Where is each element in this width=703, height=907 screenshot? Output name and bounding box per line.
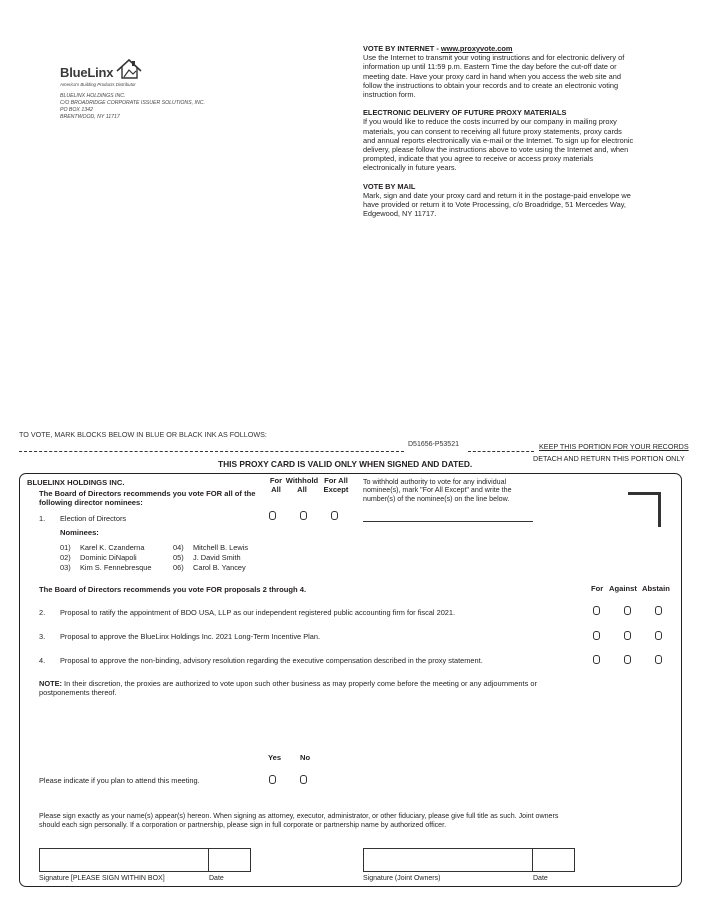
proxyvote-link[interactable]: www.proxyvote.com bbox=[440, 44, 513, 53]
nominee-row bbox=[173, 543, 248, 553]
nominee-num: 03) bbox=[60, 563, 71, 572]
col-for-all-except-header bbox=[320, 477, 352, 494]
date-box-1[interactable] bbox=[208, 848, 251, 872]
col-for-all-l2: All bbox=[271, 484, 281, 494]
corner-mark-vertical bbox=[658, 492, 661, 527]
address-line-1: BLUELINX HOLDINGS INC. bbox=[60, 93, 126, 99]
board-recommendation-2: The Board of Directors recommends you vote FOR proposals 2 through 4. bbox=[39, 585, 307, 594]
oval-p3-for[interactable] bbox=[593, 631, 600, 640]
mark-instruction: TO VOTE, MARK BLOCKS BELOW IN BLUE OR BLACK INK AS FOLLOWS: bbox=[19, 430, 267, 439]
nominee-row bbox=[173, 553, 248, 563]
oval-p2-against[interactable] bbox=[624, 606, 631, 615]
nominee-num: 05) bbox=[173, 553, 184, 562]
col-for-header: For bbox=[591, 584, 604, 593]
note-label: NOTE: bbox=[39, 679, 62, 688]
logo-tagline: America's Building Products Distributor bbox=[60, 82, 136, 87]
discretion-note bbox=[39, 680, 584, 697]
nominee-list-col-2 bbox=[173, 543, 248, 573]
logo-brand-text: BlueLinx bbox=[60, 65, 114, 80]
signature-box-1[interactable] bbox=[39, 848, 209, 872]
nominee-list-col-1 bbox=[60, 543, 151, 573]
bluelinx-logo bbox=[60, 58, 150, 88]
detach-line-left bbox=[19, 451, 404, 452]
mail-body: Mark, sign and date your proxy card and return it in the postage-paid envelope we have provided or return it to Vote Processing, c/o Broadridge, 51 Mercedes Way, Edgewood, NY 11717. bbox=[363, 190, 631, 219]
electronic-title: ELECTRONIC DELIVERY OF FUTURE PROXY MATERIALS bbox=[363, 108, 567, 118]
col-for-all-l1: For bbox=[269, 476, 283, 485]
signature-label-2: Signature (Joint Owners) bbox=[363, 875, 441, 882]
address-line-4: BRENTWOOD, NY 11717 bbox=[60, 114, 120, 120]
proposal-2-text: Proposal to ratify the appointment of BDO USA, LLP as our independent registered public accounting firm for fiscal 2021. bbox=[60, 608, 456, 617]
address-line-3: PO BOX 1342 bbox=[60, 107, 93, 113]
nominee-name: Kim S. Fennebresque bbox=[80, 563, 152, 572]
voting-instructions bbox=[363, 44, 635, 218]
nominees-label: Nominees: bbox=[60, 528, 99, 537]
nominee-name: Mitchell B. Lewis bbox=[193, 543, 249, 552]
internet-heading bbox=[363, 44, 635, 53]
oval-p2-for[interactable] bbox=[593, 606, 600, 615]
col-against-header: Against bbox=[609, 584, 637, 593]
oval-p3-against[interactable] bbox=[624, 631, 631, 640]
nominee-num: 06) bbox=[173, 563, 184, 572]
nominee-name: Karel K. Czanderna bbox=[80, 543, 145, 552]
signature-label-1: Signature [PLEASE SIGN WITHIN BOX] bbox=[39, 875, 165, 882]
oval-p3-abstain[interactable] bbox=[655, 631, 662, 640]
oval-withhold-all[interactable] bbox=[300, 511, 307, 520]
col-withhold-all-header bbox=[283, 477, 321, 494]
oval-for-all[interactable] bbox=[269, 511, 276, 520]
nominee-row bbox=[60, 553, 151, 563]
item-1-label: Election of Directors bbox=[60, 514, 127, 523]
internet-body: Use the Internet to transmit your voting instructions and for electronic delivery of information up until 11:59 p.m. Eastern Time the day before the cut-off date or meeting date. Have your proxy card in hand when you access the web site and follow the instructions to obtain your records and to create an electronic voting instruction form. bbox=[363, 53, 625, 100]
col-withhold-l1: Withhold bbox=[285, 476, 319, 485]
nominee-num: 04) bbox=[173, 543, 184, 552]
col-except-l2: Except bbox=[323, 484, 349, 494]
nominee-row bbox=[173, 563, 248, 573]
valid-notice: THIS PROXY CARD IS VALID ONLY WHEN SIGNED AND DATED. bbox=[218, 459, 473, 469]
oval-for-all-except[interactable] bbox=[331, 511, 338, 520]
internet-title: VOTE BY INTERNET - bbox=[363, 44, 441, 53]
withhold-instruction: To withhold authority to vote for any individual nominee(s), mark "For All Except" and write the number(s) of the nominee(s) on the line below. bbox=[363, 478, 512, 503]
oval-attend-yes[interactable] bbox=[269, 775, 276, 784]
attend-question: Please indicate if you plan to attend this meeting. bbox=[39, 776, 200, 785]
electronic-body: If you would like to reduce the costs incurred by our company in mailing proxy materials, you can consent to receiving all future proxy statements, proxy cards and annual reports electronically via e-mail or the Internet. To sign up for electronic delivery, please follow the instructions above to vote using the Internet and, when prompted, indicate that you agree to receive or access proxy materials electronically in future years. bbox=[363, 117, 634, 173]
col-abstain-header: Abstain bbox=[642, 584, 670, 593]
board-recommendation-1: The Board of Directors recommends you vote FOR all of the following director nominees: bbox=[39, 489, 256, 507]
nominee-name: Dominic DiNapoli bbox=[80, 553, 137, 562]
col-withhold-l2: All bbox=[297, 484, 307, 494]
note-text: In their discretion, the proxies are authorized to vote upon such other business as may properly come before the meeting or any adjournments or postponements thereof. bbox=[39, 679, 537, 697]
col-no-header: No bbox=[300, 753, 311, 762]
item-1-number: 1. bbox=[39, 514, 46, 523]
date-label-1: Date bbox=[209, 875, 224, 882]
col-yes-header: Yes bbox=[268, 753, 282, 762]
house-logo-icon bbox=[115, 58, 147, 80]
form-code: D51656-P53521 bbox=[408, 441, 459, 448]
address-line-2: C/O BROADRIDGE CORPORATE ISSUER SOLUTIONS, INC. bbox=[60, 100, 205, 106]
signature-box-2[interactable] bbox=[363, 848, 533, 872]
proposal-3-number: 3. bbox=[39, 632, 46, 641]
mail-title: VOTE BY MAIL bbox=[363, 181, 416, 191]
nominee-num: 02) bbox=[60, 553, 71, 562]
oval-attend-no[interactable] bbox=[300, 775, 307, 784]
withhold-write-line[interactable] bbox=[363, 521, 533, 522]
proposal-3-text: Proposal to approve the BlueLinx Holdings Inc. 2021 Long-Term Incentive Plan. bbox=[60, 632, 321, 641]
corner-mark-horizontal bbox=[628, 492, 661, 495]
proposal-4-number: 4. bbox=[39, 656, 46, 665]
oval-p4-abstain[interactable] bbox=[655, 655, 662, 664]
card-company-name: BLUELINX HOLDINGS INC. bbox=[27, 478, 125, 487]
oval-p2-abstain[interactable] bbox=[655, 606, 662, 615]
date-label-2: Date bbox=[533, 875, 548, 882]
oval-p4-for[interactable] bbox=[593, 655, 600, 664]
proposal-4-text: Proposal to approve the non-binding, advisory resolution regarding the executive compensation described in the proxy statement. bbox=[60, 656, 483, 665]
detach-return-label: DETACH AND RETURN THIS PORTION ONLY bbox=[533, 454, 685, 463]
col-except-l1: For All bbox=[324, 476, 348, 485]
nominee-name: Carol B. Yancey bbox=[193, 563, 246, 572]
return-address bbox=[60, 93, 230, 121]
date-box-2[interactable] bbox=[532, 848, 575, 872]
detach-line-mid bbox=[468, 451, 534, 452]
nominee-num: 01) bbox=[60, 543, 71, 552]
proposal-2-number: 2. bbox=[39, 608, 46, 617]
signature-instruction: Please sign exactly as your name(s) appear(s) hereon. When signing as attorney, executor, administrator, or other fiduciary, please give full title as such. Joint owners should each sign personally. If a corporation or partnership, please sign in full corporate or partnership name by authorized officer. bbox=[39, 812, 559, 829]
oval-p4-against[interactable] bbox=[624, 655, 631, 664]
nominee-row bbox=[60, 563, 151, 573]
keep-portion-label: KEEP THIS PORTION FOR YOUR RECORDS bbox=[539, 442, 689, 451]
nominee-row bbox=[60, 543, 151, 553]
nominee-name: J. David Smith bbox=[193, 553, 241, 562]
